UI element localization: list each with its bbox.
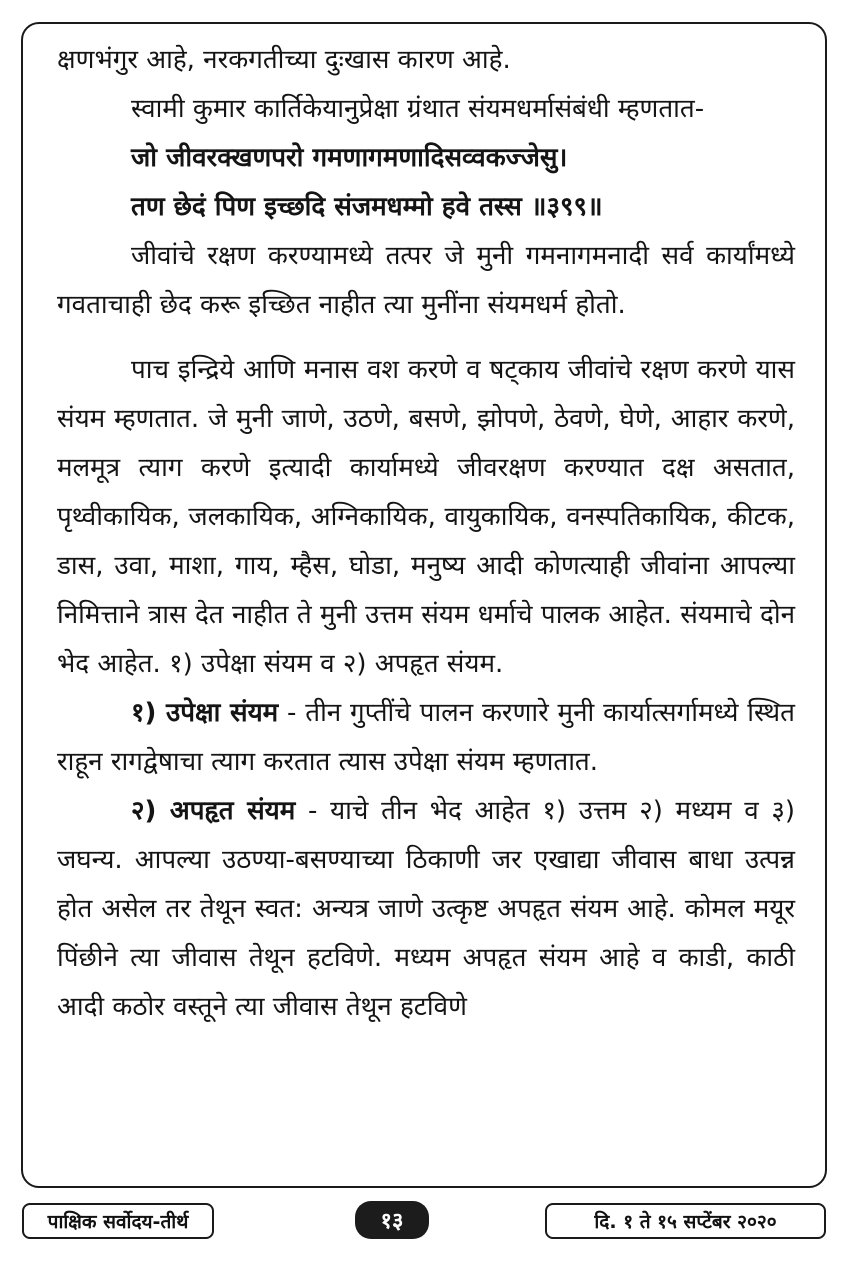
verse-line-2: तण छेदं पिण इच्छदि संजमधम्मो हवे तस्स ॥३९९॥ <box>131 192 603 222</box>
intro-line: क्षणभंगुर आहे, नरकगतीच्या दुःखास कारण आहे. <box>57 45 511 75</box>
apahrut-text: - याचे तीन भेद आहेत १) उत्तम २) मध्यम व ३) जघन्य. आपल्या उठण्या-बसण्याच्या ठिकाणी जर एखाद्या जीवास बाधा उत्पन्न होत असेल तर तेथून स्वत: अन्यत्र जाणे उत्कृष्ट अपहृत संयम आहे. कोमल मयूर पिंछीने त्या जीवास तेथून हटविणे. मध्यम अपहृत संयम आहे व काडी, काठी आदी कठोर वस्तूने त्या जीवास तेथून हटविणे <box>57 796 795 1022</box>
issue-date: दि. १ ते १५ सप्टेंबर २०२० <box>545 1203 826 1239</box>
page-number: १३ <box>355 1201 429 1239</box>
apahrut-heading: २) अपहृत संयम <box>131 796 296 826</box>
samyam-definition: पाच इन्द्रिये आणि मनास वश करणे व षट्काय जीवांचे रक्षण करणे यास संयम म्हणतात. जे मुनी जाणे, उठणे, बसणे, झोपणे, ठेवणे, घेणे, आहार करणे, मलमूत्र त्याग करणे इत्यादी कार्यामध्ये जीवरक्षण करण्यात दक्ष असतात, पृथ्वीकायिक, जलकायिक, अग्निकायिक, वायुकायिक, वनस्पतिकायिक, कीटक, डास, उवा, माशा, गाय, म्हैस, घोडा, मनुष्य आदी कोणत्याही जीवांना आपल्या निमित्ताने त्रास देत नाहीत ते मुनी उत्तम संयम धर्माचे पालक आहेत. संयमाचे दोन भेद आहेत. १) उपेक्षा संयम व २) अपहृत संयम. <box>57 355 795 679</box>
publication-name: पाक्षिक सर्वोदय-तीर्थ <box>22 1203 214 1239</box>
verse-line-1: जो जीवरक्खणपरो गमणागमणादिसव्वकज्जेसु। <box>131 143 568 173</box>
verse-explanation: जीवांचे रक्षण करण्यामध्ये तत्पर जे मुनी गमनागमनादी सर्व कार्यांमध्ये गवताचाही छेद करू इच्छित नाहीत त्या मुनींना संयमधर्म होतो. <box>57 241 795 320</box>
quote-intro: स्वामी कुमार कार्तिकेयानुप्रेक्षा ग्रंथात संयमधर्मासंबंधी म्हणतात- <box>131 94 705 124</box>
page-body <box>57 36 795 1032</box>
apahrut-paragraph <box>57 787 795 1032</box>
upeksha-text: - तीन गुप्तींचे पालन करणारे मुनी कार्यात्सर्गामध्ये स्थित राहून रागद्वेषाचा त्याग करतात त्यास उपेक्षा संयम म्हणतात. <box>57 698 795 777</box>
upeksha-paragraph <box>57 689 795 787</box>
upeksha-heading: १) उपेक्षा संयम <box>131 698 279 728</box>
